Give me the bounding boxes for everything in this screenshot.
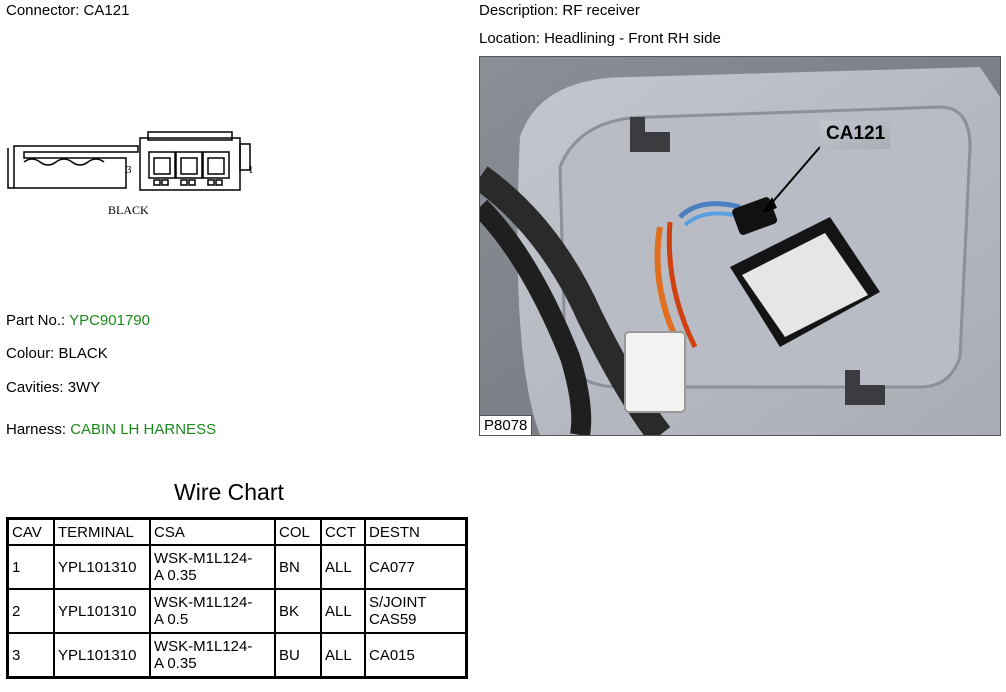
destn-line-1: CA015 xyxy=(369,646,415,664)
wire-chart-table xyxy=(6,517,468,679)
table-header-row xyxy=(8,519,467,546)
harness-line xyxy=(6,421,216,438)
description-value: RF receiver xyxy=(562,2,640,19)
connector-value: CA121 xyxy=(83,2,130,19)
cell-cav: 3 xyxy=(8,633,55,678)
header-cav: CAV xyxy=(8,519,55,546)
cell-cav: 1 xyxy=(8,545,55,589)
part-no-label: Part No.: xyxy=(6,312,66,329)
csa-line-2: A 0.5 xyxy=(154,611,189,628)
destn-line-2: CAS59 xyxy=(369,611,417,628)
wire-chart-title: Wire Chart xyxy=(174,479,284,505)
photo-ref: P8078 xyxy=(480,415,532,435)
pin-3-label: 3 xyxy=(126,164,132,176)
cell-col: BU xyxy=(275,633,321,678)
cell-cct: ALL xyxy=(321,545,365,589)
csa-line-1: WSK-M1L124- xyxy=(154,550,253,567)
csa-line-1: WSK-M1L124- xyxy=(154,638,253,655)
colour-value: BLACK xyxy=(58,345,108,362)
destn-line-1: CA077 xyxy=(369,558,415,576)
cell-destn xyxy=(365,633,467,678)
location-photo xyxy=(479,56,1001,436)
cell-csa xyxy=(150,633,275,678)
table-row xyxy=(8,633,467,678)
colour-label: Colour: xyxy=(6,345,55,362)
cell-csa xyxy=(150,545,275,589)
table-row xyxy=(8,589,467,633)
csa-line-1: WSK-M1L124- xyxy=(154,594,253,611)
header-terminal: TERMINAL xyxy=(54,519,150,546)
header-csa: CSA xyxy=(150,519,275,546)
location-line xyxy=(479,30,721,47)
harness-label: Harness: xyxy=(6,421,67,438)
description-line xyxy=(479,2,640,19)
cell-csa xyxy=(150,589,275,633)
cell-cct: ALL xyxy=(321,589,365,633)
cell-col: BK xyxy=(275,589,321,633)
cell-col: BN xyxy=(275,545,321,589)
cavities-line xyxy=(6,379,100,396)
csa-line-2: A 0.35 xyxy=(154,567,197,584)
diagram-colour-text: BLACK xyxy=(108,203,149,217)
connector-line xyxy=(6,2,129,19)
harness-link[interactable]: CABIN LH HARNESS xyxy=(70,421,217,438)
colour-line xyxy=(6,345,108,362)
cavities-value: 3WY xyxy=(67,379,101,396)
cell-destn xyxy=(365,589,467,633)
connector-diagram xyxy=(4,128,264,228)
table-row xyxy=(8,545,467,589)
header-col: COL xyxy=(275,519,321,546)
description-label: Description: xyxy=(479,2,559,19)
header-cct: CCT xyxy=(321,519,365,546)
cell-cav: 2 xyxy=(8,589,55,633)
cell-terminal: YPL101310 xyxy=(54,633,150,678)
cell-destn xyxy=(365,545,467,589)
cavities-label: Cavities: xyxy=(6,379,64,396)
header-destn: DESTN xyxy=(365,519,467,546)
pin-1-label: 1 xyxy=(248,164,254,176)
part-no-line xyxy=(6,312,150,329)
part-no-link[interactable]: YPC901790 xyxy=(69,312,150,329)
connector-label: Connector: xyxy=(6,2,80,19)
cell-terminal: YPL101310 xyxy=(54,545,150,589)
location-value: Headlining - Front RH side xyxy=(544,30,721,47)
photo-callout: CA121 xyxy=(826,123,886,144)
csa-line-2: A 0.35 xyxy=(154,655,197,672)
cell-terminal: YPL101310 xyxy=(54,589,150,633)
cell-cct: ALL xyxy=(321,633,365,678)
location-label: Location: xyxy=(479,30,540,47)
destn-line-1: S/JOINT xyxy=(369,594,427,611)
